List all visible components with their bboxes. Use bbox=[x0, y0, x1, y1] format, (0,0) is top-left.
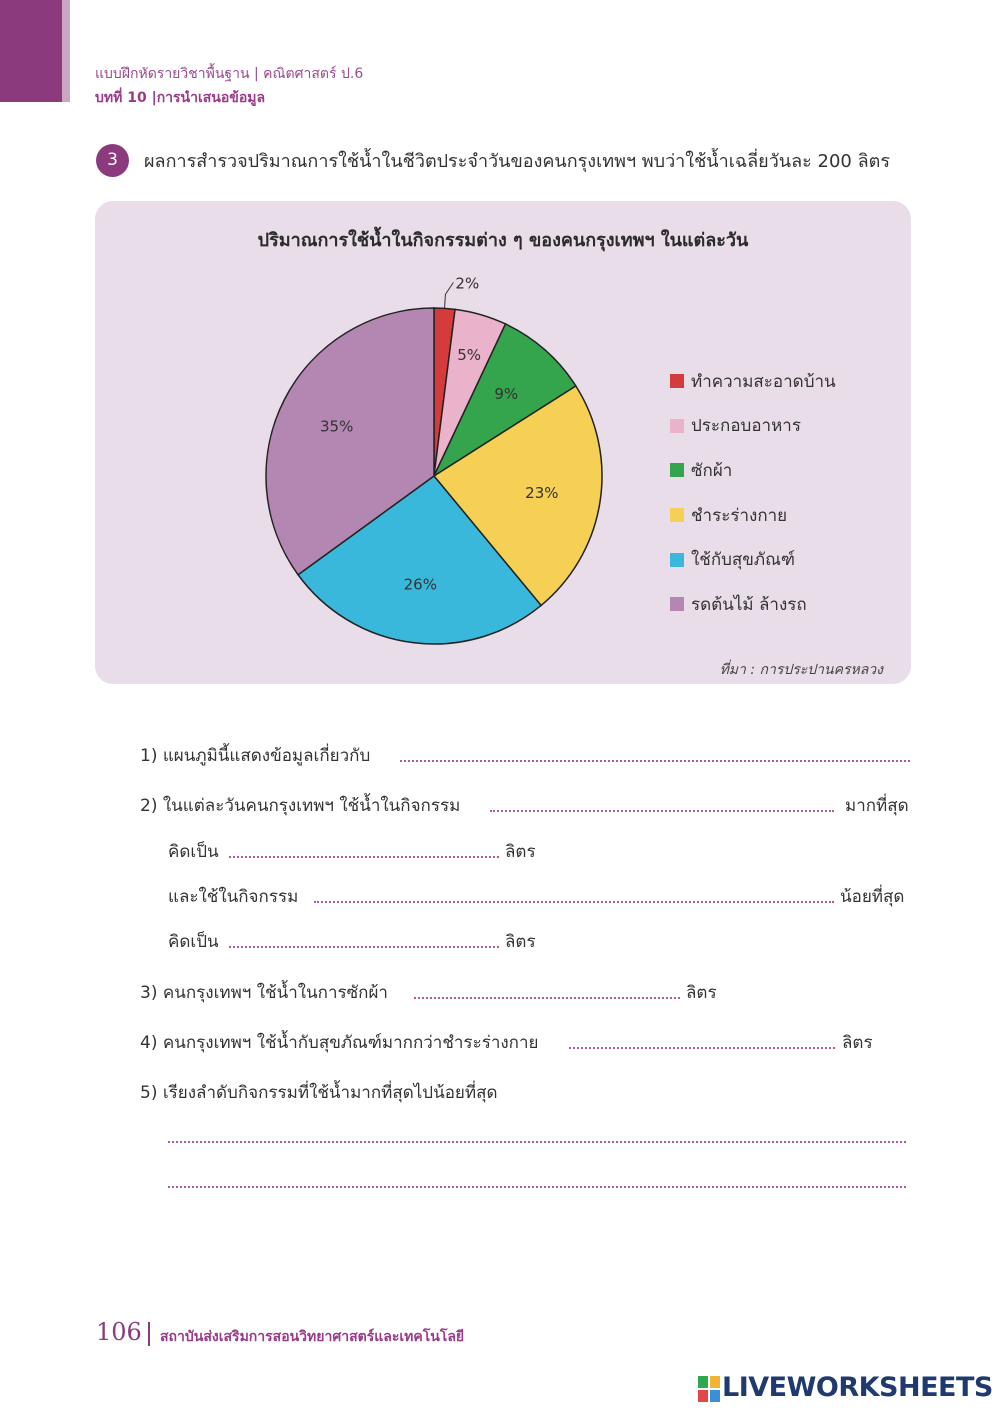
legend-item-6 bbox=[670, 582, 836, 627]
q2-most-label: มากที่สุด bbox=[845, 796, 909, 816]
page-number: 106 bbox=[96, 1318, 142, 1346]
legend-swatch-5 bbox=[670, 553, 684, 567]
q2-unit-1: ลิตร bbox=[505, 842, 536, 862]
q3-answer-line[interactable] bbox=[414, 997, 680, 999]
legend-item-4 bbox=[670, 493, 836, 538]
pie-slice-label-4: 23% bbox=[525, 484, 559, 503]
q4-text: 4) คนกรุงเทพฯ ใช้น้ำกับสุขภัณฑ์มากกว่าชำระร่างกาย bbox=[140, 1033, 539, 1053]
q2-text: 2) ในแต่ละวันคนกรุงเทพฯ ใช้น้ำในกิจกรรม bbox=[140, 796, 461, 816]
legend-label-5: ใช้กับสุขภัณฑ์ bbox=[691, 550, 796, 571]
pie-slice-label-5: 26% bbox=[403, 575, 437, 594]
question-text: ผลการสำรวจปริมาณการใช้น้ำในชีวิตประจำวันของคนกรุงเทพฯ พบว่าใช้น้ำเฉลี่ยวันละ 200 ลิตร bbox=[144, 151, 890, 172]
chart-source: ที่มา : การประปานครหลวง bbox=[719, 662, 883, 678]
chart-title: ปริมาณการใช้น้ำในกิจกรรมต่าง ๆ ของคนกรุงเทพฯ ในแต่ละวัน bbox=[257, 230, 749, 251]
q4-unit: ลิตร bbox=[842, 1033, 873, 1053]
question-number-badge: 3 bbox=[96, 144, 129, 177]
corner-accent-bar bbox=[0, 0, 62, 102]
legend-item-3 bbox=[670, 448, 836, 493]
q4-answer-line[interactable] bbox=[569, 1047, 835, 1049]
q2-least-label: น้อยที่สุด bbox=[840, 887, 905, 907]
q2-unit-2: ลิตร bbox=[505, 932, 536, 952]
legend-label-6: รดต้นไม้ ล้างรถ bbox=[691, 594, 807, 615]
q5-text: 5) เรียงลำดับกิจกรรมที่ใช้น้ำมากที่สุดไปน้อยที่สุด bbox=[140, 1083, 498, 1103]
book-title: แบบฝึกหัดรายวิชาพื้นฐาน | คณิตศาสตร์ ป.6 bbox=[95, 66, 364, 82]
legend-item-5 bbox=[670, 537, 836, 582]
pie-slice-label-1: 2% bbox=[455, 274, 480, 293]
q2-most-amount-line[interactable] bbox=[229, 856, 499, 858]
legend-swatch-1 bbox=[670, 374, 684, 388]
legend-item-2 bbox=[670, 404, 836, 449]
chart-panel bbox=[95, 201, 911, 684]
q5-answer-line-2[interactable] bbox=[168, 1186, 906, 1188]
q2-and-text: และใช้ในกิจกรรม bbox=[168, 887, 299, 907]
q1-text: 1) แผนภูมินี้แสดงข้อมูลเกี่ยวกับ bbox=[140, 746, 371, 766]
chapter-title: บทที่ 10 |การนำเสนอข้อมูล bbox=[95, 90, 266, 106]
legend-label-2: ประกอบอาหาร bbox=[691, 416, 801, 437]
legend-item-1 bbox=[670, 359, 836, 404]
q3-unit: ลิตร bbox=[686, 983, 717, 1003]
legend-label-3: ซักผ้า bbox=[691, 460, 733, 481]
legend-swatch-3 bbox=[670, 463, 684, 477]
q1-answer-line[interactable] bbox=[400, 760, 910, 762]
legend-label-1: ทำความสะอาดบ้าน bbox=[691, 371, 836, 392]
q2-least-amount-line[interactable] bbox=[229, 946, 499, 948]
q2-most-activity-line[interactable] bbox=[490, 810, 834, 812]
liveworksheets-logo-icon bbox=[698, 1376, 720, 1402]
pie-slice-label-3: 9% bbox=[494, 385, 519, 404]
pie-leader-line-1 bbox=[445, 282, 454, 308]
pie-slice-label-2: 5% bbox=[457, 346, 482, 365]
q2-amount-prefix-2: คิดเป็น bbox=[168, 932, 219, 952]
legend-swatch-6 bbox=[670, 597, 684, 611]
footer-divider bbox=[148, 1322, 150, 1346]
chart-legend bbox=[670, 359, 836, 627]
publisher-name: สถาบันส่งเสริมการสอนวิทยาศาสตร์และเทคโนโลยี bbox=[160, 1329, 465, 1345]
pie-slice-label-6: 35% bbox=[320, 417, 354, 436]
watermark-text: LIVEWORKSHEETS bbox=[722, 1372, 993, 1403]
q2-least-activity-line[interactable] bbox=[314, 901, 834, 903]
legend-swatch-2 bbox=[670, 419, 684, 433]
q5-answer-line-1[interactable] bbox=[168, 1141, 906, 1143]
q2-amount-prefix-1: คิดเป็น bbox=[168, 842, 219, 862]
corner-accent-stripe bbox=[62, 0, 70, 102]
legend-swatch-4 bbox=[670, 508, 684, 522]
q3-text: 3) คนกรุงเทพฯ ใช้น้ำในการซักผ้า bbox=[140, 983, 388, 1003]
legend-label-4: ชำระร่างกาย bbox=[691, 505, 788, 526]
